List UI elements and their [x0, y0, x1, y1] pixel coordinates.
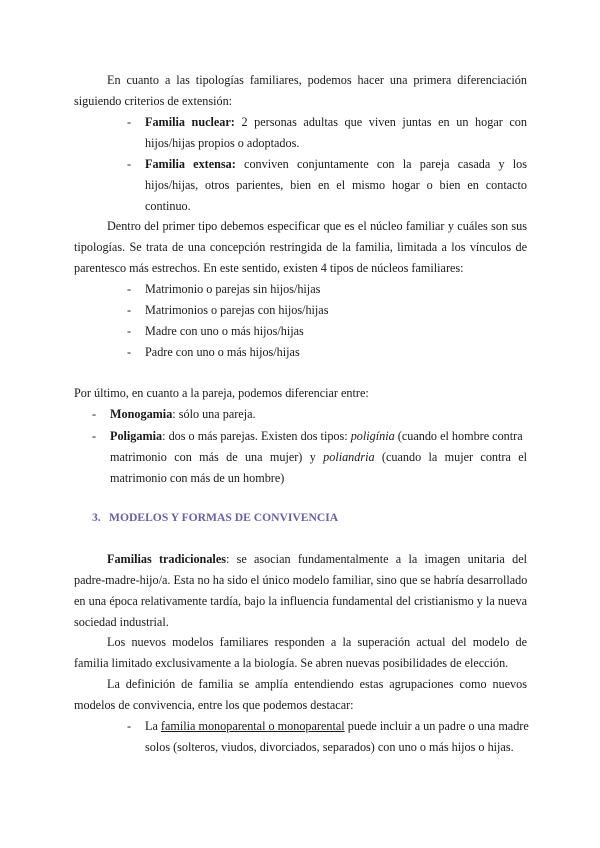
- paragraph-line: familia limitado exclusivamente a la biología. Se abren nuevas posibilidades de elección.: [74, 656, 509, 670]
- paragraph-line: Los nuevos modelos familiares responden a la superación actual del modelo de: [107, 635, 527, 649]
- item-text: 2 personas adultas que viven juntas en un hogar con: [234, 115, 527, 129]
- bullet-dash: -: [127, 115, 132, 129]
- list-item: Matrimonio o parejas sin hijos/hijas: [145, 282, 321, 296]
- intro-line-2: siguiendo criterios de extensión:: [74, 94, 233, 108]
- item-text: matrimonio con más de una mujer) y: [110, 450, 324, 464]
- bullet-dash: -: [92, 429, 97, 443]
- list-item: Madre con uno o más hijos/hijas: [145, 324, 304, 338]
- section-number: 3.: [92, 511, 101, 524]
- paragraph-line: parentesco más estrechos. En este sentido, existen 4 tipos de núcleos familiares:: [74, 261, 464, 275]
- bullet-dash: -: [127, 303, 132, 317]
- paragraph-line: tipologías. Se trata de una concepción restringida de la familia, limitada a los vínculos de: [74, 240, 527, 254]
- term-familia-extensa: Familia extensa:: [145, 157, 236, 171]
- term-poliandria: poliandria: [323, 450, 375, 464]
- item-continuation: [110, 449, 527, 465]
- paragraph-line: modelos de convivencia, entre los que podemos destacar:: [74, 698, 354, 712]
- term-familia-nuclear: Familia nuclear:: [145, 115, 235, 129]
- list-item: Matrimonios o parejas con hijos/hijas: [145, 303, 329, 317]
- paragraph-line: Dentro del primer tipo debemos especificar que es el núcleo familiar y cuáles son sus: [107, 219, 527, 233]
- section-title: MODELOS Y FORMAS DE CONVIVENCIA: [109, 511, 339, 524]
- bullet-dash: -: [127, 282, 132, 296]
- item-text: La: [145, 719, 161, 733]
- item-text: puede incluir a un padre o una madre: [344, 719, 529, 733]
- item-text: (cuando el hombre contra: [394, 429, 523, 443]
- bullet-dash: -: [127, 345, 132, 359]
- bullet-dash: -: [127, 719, 132, 733]
- item-text: (cuando la mujer contra el: [374, 450, 527, 464]
- list-item-familia-extensa: [145, 156, 527, 172]
- list-item-monoparental: [145, 718, 527, 734]
- item-continuation: hijos/hijas, otros parientes, bien en el mismo hogar o bien en contacto: [145, 178, 527, 192]
- item-continuation: hijos/hijas propios o adoptados.: [145, 136, 300, 150]
- item-text: conviven conjuntamente con la pareja casada y los: [235, 157, 528, 171]
- list-item-poligamia: [110, 428, 523, 444]
- term-poliginia: poligínia: [350, 429, 395, 443]
- list-item-familia-nuclear: [145, 114, 527, 130]
- bullet-dash: -: [127, 324, 132, 338]
- paragraph-line: La definición de familia se amplía entendiendo estas agrupaciones como nuevos: [107, 677, 527, 691]
- paragraph-line: Por último, en cuanto a la pareja, podemos diferenciar entre:: [74, 386, 369, 400]
- paragraph-line: en una época relativamente tardía, bajo la influencia fundamental del cristianismo y la nueva: [74, 594, 527, 608]
- paragraph-line: sociedad industrial.: [74, 615, 169, 629]
- item-text: : dos o más parejas. Existen dos tipos:: [162, 429, 351, 443]
- term-familia-monoparental: familia monoparental o monoparental: [160, 719, 345, 733]
- item-text: : se asocian fundamentalmente a la imagen unitaria del: [225, 552, 527, 566]
- list-item-monogamia: [110, 406, 256, 422]
- paragraph-line: padre-madre-hijo/a. Esta no ha sido el único modelo familiar, sino que se habría desarrollado: [74, 573, 528, 587]
- bullet-dash: -: [92, 407, 97, 421]
- term-poligamia: Poligamia: [110, 429, 163, 443]
- item-continuation: solos (solteros, viudos, divorciados, separados) con uno o más hijos o hijas.: [145, 740, 514, 754]
- list-item: Padre con uno o más hijos/hijas: [145, 345, 300, 359]
- intro-line-1: En cuanto a las tipologías familiares, podemos hacer una primera diferenciación: [107, 73, 527, 87]
- term-monogamia: Monogamia: [110, 407, 173, 421]
- item-continuation: matrimonio con más de un hombre): [110, 471, 285, 485]
- paragraph-line: [107, 551, 527, 567]
- bullet-dash: -: [127, 157, 132, 171]
- item-continuation: continuo.: [145, 199, 191, 213]
- item-text: : sólo una pareja.: [172, 407, 256, 421]
- term-familias-tradicionales: Familias tradicionales: [107, 552, 226, 566]
